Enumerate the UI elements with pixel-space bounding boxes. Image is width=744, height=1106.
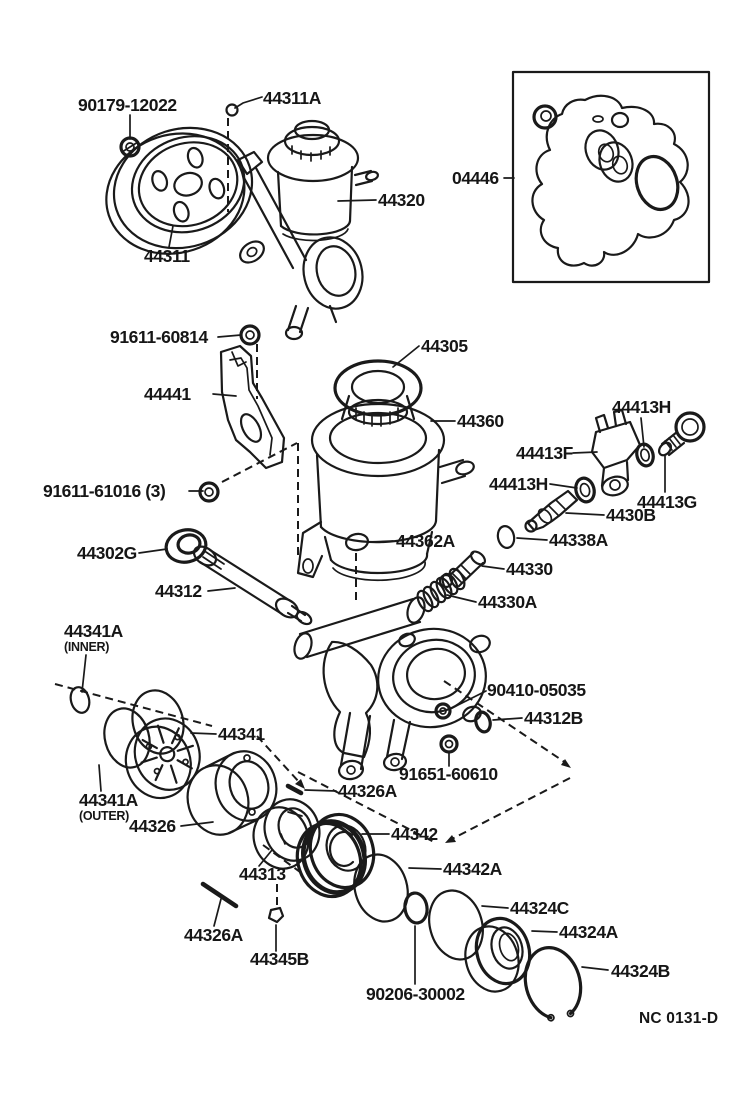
- part-label-44413g: 44413G: [637, 492, 697, 512]
- gasket-kit-box-drawing: [513, 72, 709, 282]
- part-label-44311a: 44311A: [263, 88, 321, 108]
- union-44413f-drawing: [592, 410, 640, 498]
- part-label-44302g: 44302G: [77, 543, 137, 563]
- part-label-90179-12022: 90179-12022: [78, 95, 177, 115]
- bolt-44413g-drawing: [657, 413, 704, 458]
- part-label-44326a-upper: 44326A: [338, 781, 397, 801]
- part-label-90206-30002: 90206-30002: [366, 984, 465, 1004]
- part-label-91611-61016: 91611-61016 (3): [43, 481, 166, 501]
- part-label-44362a: 44362A: [396, 531, 455, 551]
- part-label-44312b: 44312B: [524, 708, 583, 728]
- part-label-44441: 44441: [144, 384, 191, 404]
- key-44311a-drawing: [227, 105, 238, 116]
- part-label-91651-60610: 91651-60610: [399, 764, 498, 784]
- seal-44413h-top-drawing: [634, 442, 655, 467]
- oring-44342a-drawing: [347, 848, 416, 928]
- part-label-44311: 44311: [144, 246, 190, 266]
- plug-44345b-drawing: [269, 908, 283, 922]
- bolt-91651-drawing: [441, 736, 457, 752]
- part-label-44330a: 44330A: [478, 592, 537, 612]
- part-label-44345b: 44345B: [250, 949, 309, 969]
- spring-44330a-drawing: [415, 566, 468, 613]
- part-label-44341a-outer: 44341A: [79, 790, 138, 810]
- diagram-code: NC 0131-D: [639, 1010, 719, 1027]
- part-label-90410-05035: 90410-05035: [487, 680, 586, 700]
- part-label-44413f: 44413F: [516, 443, 573, 463]
- part-label-44341a-outer-note: (OUTER): [79, 809, 129, 823]
- part-label-44360: 44360: [457, 411, 504, 431]
- part-label-44313: 44313: [239, 864, 286, 884]
- part-label-44312: 44312: [155, 581, 202, 601]
- part-label-44413h-top: 44413H: [612, 397, 671, 417]
- pin-44326a-upper-drawing: [288, 786, 301, 793]
- part-label-44324a: 44324A: [559, 922, 618, 942]
- part-label-44324c: 44324C: [510, 898, 569, 918]
- bracket-44441-drawing: [221, 346, 284, 468]
- shaft-44312-drawing: [191, 543, 314, 627]
- oring-44338a-drawing: [496, 525, 516, 550]
- part-label-4430b: 4430B: [606, 505, 656, 525]
- bolt-60814-drawing: [241, 326, 259, 344]
- ring-44312b-drawing: [474, 711, 493, 734]
- part-label-44324b: 44324B: [611, 961, 670, 981]
- part-label-44330: 44330: [506, 559, 553, 579]
- front-housing-drawing: [292, 595, 494, 781]
- part-label-44341a-inner: 44341A: [64, 621, 123, 641]
- part-label-44413h-left: 44413H: [489, 474, 548, 494]
- part-label-44342a: 44342A: [443, 859, 502, 879]
- plate-44326-drawing: [180, 744, 284, 841]
- union-4430b-drawing: [526, 491, 578, 532]
- assembly-axis-lines: [55, 118, 571, 905]
- part-label-44338a: 44338A: [549, 530, 608, 550]
- part-label-44326a-lower: 44326A: [184, 925, 243, 945]
- pump-assembly-drawing: [236, 121, 379, 339]
- ring-44324c-drawing: [421, 884, 490, 966]
- ring-90206-drawing: [403, 892, 429, 925]
- part-labels: [43, 88, 718, 1027]
- part-label-44320: 44320: [378, 190, 425, 210]
- bolt-61016-drawing: [200, 483, 218, 501]
- part-label-44342: 44342: [391, 824, 438, 844]
- ring-44341a-inner-drawing: [68, 685, 92, 715]
- part-label-91611-60814: 91611-60814: [110, 327, 208, 347]
- part-label-44305: 44305: [421, 336, 468, 356]
- part-label-44341: 44341: [218, 724, 265, 744]
- part-label-44326: 44326: [129, 816, 176, 836]
- part-label-44341a-inner-note: (INNER): [64, 640, 110, 654]
- part-label-04446: 04446: [452, 168, 499, 188]
